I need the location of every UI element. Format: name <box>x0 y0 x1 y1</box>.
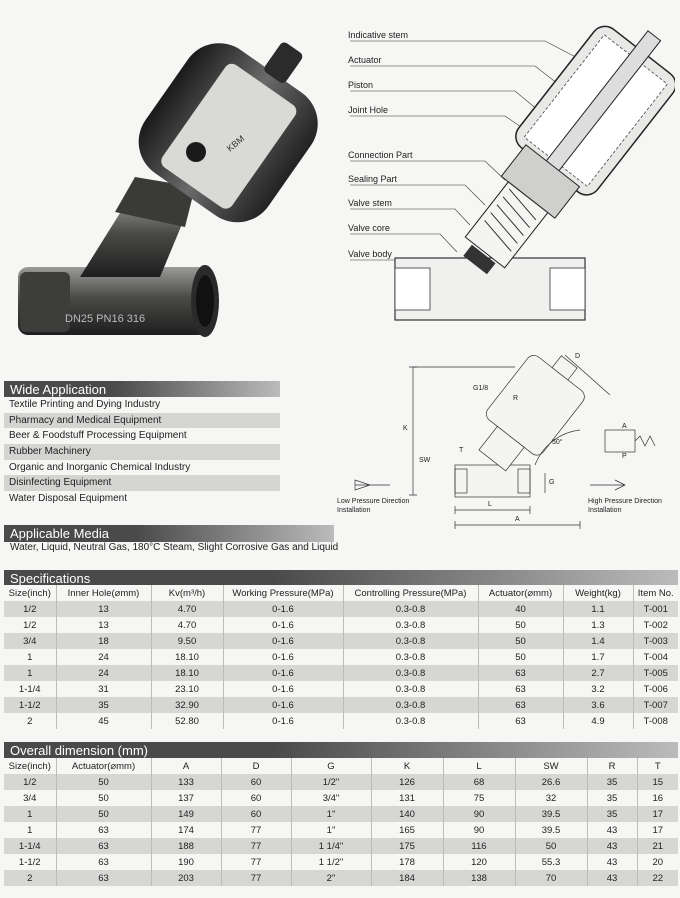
table-cell: 0-1.6 <box>223 681 343 697</box>
table-cell: 0-1.6 <box>223 649 343 665</box>
table-cell: 1-1/4 <box>4 681 56 697</box>
table-cell: 60 <box>221 774 291 790</box>
label-connection-part: Connection Part <box>348 150 413 160</box>
table-cell: 190 <box>151 854 221 870</box>
table-row <box>4 601 678 617</box>
wide-application-title: Wide Application <box>10 382 107 397</box>
table-cell: 18 <box>56 633 151 649</box>
column-header: Weight(kg) <box>563 585 633 601</box>
cutaway-diagram <box>345 20 675 340</box>
column-header: Kv(m³/h) <box>151 585 223 601</box>
dim-g18: G1/8 <box>473 385 489 392</box>
specifications-title: Specifications <box>10 571 91 586</box>
table-cell: 1.7 <box>563 649 633 665</box>
table-cell: 13 <box>56 601 151 617</box>
table-cell: 60 <box>221 806 291 822</box>
table-cell: 138 <box>443 870 515 886</box>
table-cell: 174 <box>151 822 221 838</box>
table-cell: 126 <box>371 774 443 790</box>
dim-R: R <box>513 395 519 402</box>
dim-SW: SW <box>419 457 431 464</box>
table-cell: 17 <box>637 822 678 838</box>
table-cell: 45 <box>56 713 151 729</box>
table-cell: 1-1/2 <box>4 697 56 713</box>
column-header: R <box>587 758 637 774</box>
table-cell: T-002 <box>633 617 678 633</box>
table-cell: 26.6 <box>515 774 587 790</box>
dim-K: K <box>403 425 408 432</box>
table-cell: 60 <box>221 790 291 806</box>
overall-dimension-header <box>4 742 678 759</box>
applicable-media-title: Applicable Media <box>10 526 110 541</box>
table-cell: 4.9 <box>563 713 633 729</box>
table-cell: 3/4 <box>4 790 56 806</box>
table-cell: 0-1.6 <box>223 665 343 681</box>
table-row <box>4 806 678 822</box>
table-cell: T-008 <box>633 713 678 729</box>
table-cell: 2 <box>4 870 56 886</box>
table-cell: T-003 <box>633 633 678 649</box>
low-pressure-label-1: Low Pressure Direction <box>337 498 410 505</box>
table-cell: 40 <box>478 601 563 617</box>
table-cell: 55.3 <box>515 854 587 870</box>
table-row <box>4 774 678 790</box>
table-cell: 3.2 <box>563 681 633 697</box>
column-header: A <box>151 758 221 774</box>
table-cell: 0.3-0.8 <box>343 665 478 681</box>
table-cell: 50 <box>478 633 563 649</box>
table-cell: 3.6 <box>563 697 633 713</box>
table-cell: 35 <box>587 774 637 790</box>
table-cell: 50 <box>56 774 151 790</box>
table-cell: 68 <box>443 774 515 790</box>
table-cell: 1-1/2 <box>4 854 56 870</box>
table-cell: 0-1.6 <box>223 633 343 649</box>
table-cell: 18.10 <box>151 665 223 681</box>
column-header: Inner Hole(⌀mm) <box>56 585 151 601</box>
table-cell: 184 <box>371 870 443 886</box>
table-cell: 63 <box>56 838 151 854</box>
table-cell: 23.10 <box>151 681 223 697</box>
table-cell: 1" <box>291 806 371 822</box>
label-valve-core: Valve core <box>348 223 390 233</box>
table-cell: 1.3 <box>563 617 633 633</box>
dimension-diagram <box>335 345 680 535</box>
table-cell: 178 <box>371 854 443 870</box>
table-cell: 0.3-0.8 <box>343 697 478 713</box>
table-row <box>4 822 678 838</box>
table-cell: 0-1.6 <box>223 601 343 617</box>
table-cell: 43 <box>587 854 637 870</box>
wide-application-header <box>4 381 280 398</box>
table-cell: 24 <box>56 665 151 681</box>
table-cell: 50 <box>56 806 151 822</box>
overall-dimension-title: Overall dimension (mm) <box>10 743 148 758</box>
high-pressure-label-2: Installation <box>588 507 622 514</box>
table-cell: 0.3-0.8 <box>343 649 478 665</box>
label-actuator: Actuator <box>348 55 382 65</box>
table-cell: 3/4" <box>291 790 371 806</box>
column-header: Item No. <box>633 585 678 601</box>
table-header-row <box>4 585 678 601</box>
table-cell: 39.5 <box>515 806 587 822</box>
table-cell: 35 <box>587 806 637 822</box>
table-cell: 63 <box>478 713 563 729</box>
label-piston: Piston <box>348 80 374 90</box>
table-cell: 22 <box>637 870 678 886</box>
table-cell: 31 <box>56 681 151 697</box>
table-cell: 1-1/4 <box>4 838 56 854</box>
table-cell: 77 <box>221 870 291 886</box>
table-cell: 63 <box>56 854 151 870</box>
table-cell: T-006 <box>633 681 678 697</box>
table-cell: 1" <box>291 822 371 838</box>
table-cell: 21 <box>637 838 678 854</box>
table-cell: 1/2" <box>291 774 371 790</box>
table-cell: 50 <box>478 649 563 665</box>
dim-G: G <box>549 479 555 486</box>
table-cell: 50 <box>56 790 151 806</box>
table-row <box>4 713 678 729</box>
symbol-A: A <box>622 423 627 430</box>
column-header: Controlling Pressure(MPa) <box>343 585 478 601</box>
applicable-media-text: Water, Liquid, Neutral Gas, 180°C Steam, Slight Corrosive Gas and Liquid <box>10 542 339 553</box>
table-cell: T-004 <box>633 649 678 665</box>
table-cell: 133 <box>151 774 221 790</box>
list-item: Organic and Inorganic Chemical Industry <box>4 460 280 476</box>
dim-A: A <box>515 516 520 523</box>
column-header: K <box>371 758 443 774</box>
table-cell: 137 <box>151 790 221 806</box>
table-cell: 9.50 <box>151 633 223 649</box>
table-cell: 0.3-0.8 <box>343 601 478 617</box>
table-cell: 149 <box>151 806 221 822</box>
table-cell: T-005 <box>633 665 678 681</box>
table-cell: 39.5 <box>515 822 587 838</box>
table-row <box>4 870 678 886</box>
high-pressure-label-1: High Pressure Direction <box>588 498 662 505</box>
table-cell: 43 <box>587 870 637 886</box>
table-cell: 43 <box>587 838 637 854</box>
table-cell: 50 <box>478 617 563 633</box>
table-cell: 1 1/4" <box>291 838 371 854</box>
table-cell: 0-1.6 <box>223 617 343 633</box>
overall-dimension-table <box>4 758 678 886</box>
table-cell: 1 <box>4 649 56 665</box>
label-logo: KBM <box>224 133 247 154</box>
table-cell: 1 <box>4 806 56 822</box>
column-header: D <box>221 758 291 774</box>
table-cell: 63 <box>478 681 563 697</box>
table-cell: 0.3-0.8 <box>343 681 478 697</box>
list-item: Rubber Machinery <box>4 444 280 460</box>
column-header: SW <box>515 758 587 774</box>
table-cell: 1 1/2" <box>291 854 371 870</box>
table-cell: 15 <box>637 774 678 790</box>
product-photo <box>10 12 340 352</box>
list-item: Pharmacy and Medical Equipment <box>4 413 280 429</box>
table-cell: 175 <box>371 838 443 854</box>
column-header: Actuator(⌀mm) <box>56 758 151 774</box>
table-cell: 90 <box>443 822 515 838</box>
column-header: L <box>443 758 515 774</box>
table-cell: 0.3-0.8 <box>343 617 478 633</box>
table-cell: 1 <box>4 822 56 838</box>
table-cell: 140 <box>371 806 443 822</box>
table-cell: 120 <box>443 854 515 870</box>
table-cell: 165 <box>371 822 443 838</box>
table-cell: 16 <box>637 790 678 806</box>
table-cell: 75 <box>443 790 515 806</box>
table-row <box>4 697 678 713</box>
symbol-P: P <box>622 453 627 460</box>
table-cell: 32 <box>515 790 587 806</box>
label-valve-stem: Valve stem <box>348 198 392 208</box>
table-cell: 77 <box>221 838 291 854</box>
table-cell: 35 <box>587 790 637 806</box>
table-cell: 32.90 <box>151 697 223 713</box>
table-cell: 0-1.6 <box>223 697 343 713</box>
table-cell: 63 <box>478 665 563 681</box>
low-pressure-label-2: Installation <box>337 507 371 514</box>
table-cell: 77 <box>221 854 291 870</box>
table-cell: T-007 <box>633 697 678 713</box>
dim-L: L <box>488 501 492 508</box>
table-cell: 0-1.6 <box>223 713 343 729</box>
column-header: G <box>291 758 371 774</box>
dim-D: D <box>575 353 581 360</box>
list-item: Disinfecting Equipment <box>4 475 280 491</box>
table-cell: 20 <box>637 854 678 870</box>
table-cell: 0.3-0.8 <box>343 633 478 649</box>
column-header: Size(inch) <box>4 758 56 774</box>
table-cell: 90 <box>443 806 515 822</box>
table-cell: 1/2 <box>4 774 56 790</box>
table-row <box>4 617 678 633</box>
table-cell: 131 <box>371 790 443 806</box>
label-sealing-part: Sealing Part <box>348 174 398 184</box>
table-cell: 63 <box>56 870 151 886</box>
table-cell: 13 <box>56 617 151 633</box>
list-item: Water Disposal Equipment <box>4 491 280 507</box>
table-cell: 52.80 <box>151 713 223 729</box>
table-row <box>4 633 678 649</box>
table-row <box>4 790 678 806</box>
table-cell: 203 <box>151 870 221 886</box>
table-row <box>4 854 678 870</box>
table-cell: 4.70 <box>151 601 223 617</box>
dim-T: T <box>459 447 464 454</box>
table-cell: 77 <box>221 822 291 838</box>
table-row <box>4 838 678 854</box>
column-header: Actuator(⌀mm) <box>478 585 563 601</box>
table-cell: 1.4 <box>563 633 633 649</box>
table-cell: 2 <box>4 713 56 729</box>
table-cell: 2" <box>291 870 371 886</box>
table-cell: 2.7 <box>563 665 633 681</box>
list-item: Textile Printing and Dying Industry <box>4 397 280 413</box>
table-cell: 43 <box>587 822 637 838</box>
column-header: Working Pressure(MPa) <box>223 585 343 601</box>
table-cell: 1/2 <box>4 617 56 633</box>
table-header-row <box>4 758 678 774</box>
specifications-table <box>4 585 678 729</box>
table-cell: 24 <box>56 649 151 665</box>
table-cell: 1/2 <box>4 601 56 617</box>
table-cell: 63 <box>56 822 151 838</box>
label-joint-hole: Joint Hole <box>348 105 389 115</box>
table-cell: 17 <box>637 806 678 822</box>
table-cell: 35 <box>56 697 151 713</box>
column-header: Size(inch) <box>4 585 56 601</box>
table-cell: 188 <box>151 838 221 854</box>
table-row <box>4 649 678 665</box>
table-cell: 0.3-0.8 <box>343 713 478 729</box>
dim-angle: 50° <box>552 439 563 446</box>
wide-application-list <box>4 397 280 507</box>
table-row <box>4 665 678 681</box>
table-cell: 50 <box>515 838 587 854</box>
label-indicative-stem: Indicative stem <box>348 30 409 40</box>
list-item: Beer & Foodstuff Processing Equipment <box>4 428 280 444</box>
table-cell: 4.70 <box>151 617 223 633</box>
table-row <box>4 681 678 697</box>
table-cell: 116 <box>443 838 515 854</box>
label-valve-body: Valve body <box>348 249 392 259</box>
body-marking: DN25 PN16 316 <box>65 313 146 325</box>
applicable-media-header <box>4 525 334 542</box>
table-cell: 70 <box>515 870 587 886</box>
column-header: T <box>637 758 678 774</box>
table-cell: 1.1 <box>563 601 633 617</box>
table-cell: 3/4 <box>4 633 56 649</box>
table-cell: T-001 <box>633 601 678 617</box>
table-cell: 63 <box>478 697 563 713</box>
table-cell: 18.10 <box>151 649 223 665</box>
table-cell: 1 <box>4 665 56 681</box>
